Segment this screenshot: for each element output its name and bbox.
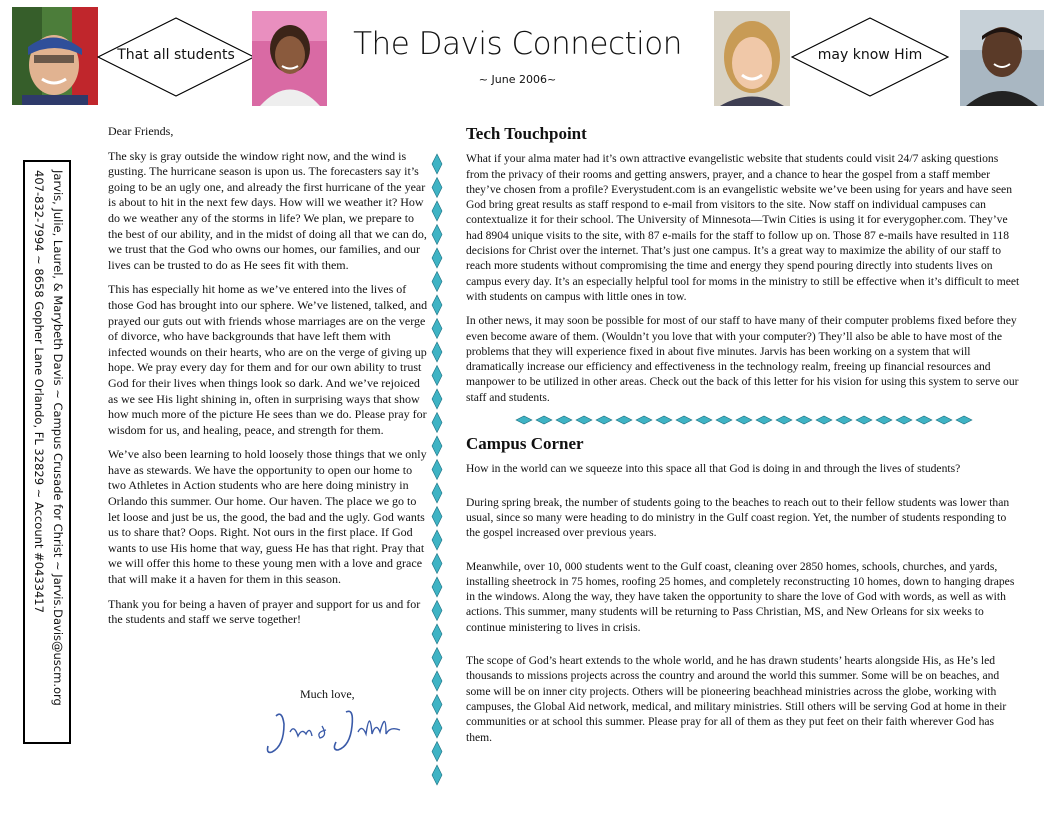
campus-paragraph: During spring break, the number of students going to the beaches to reach out to their fellow students was lower than usual, since so many were heading to do ministry in the Gulf coast region. Yet, the number of students responding to the gospel increased over previous years. [466,495,1010,540]
right-column [466,124,1022,754]
letter-paragraph: The sky is gray outside the window right now, and the wind is gusting. The hurricane season is upon us. The forecasters say it’s going to be an ugly one, and already the first hurricane of the year is about to hit in the next few days. How will we weather it? How do we weather any of the storms in life? We plan, we prepare to the best of our ability, and in the midst of doing all that we can do, we trust that the God who owns our homes, our families, and our lives can be trusted to do as He sees fit with them. [108,148,427,272]
newsletter-title: The Davis Connection [353,26,682,62]
letter-paragraph: This has especially hit home as we’ve entered into the lives of those God has brought into our sphere. We’ve listened, talked, and prayed our guts out with friends whose marriages are on the verge of divorce, who have backgrounds that have left them with infected wounds on their hearts, who are on the verge of giving up hope. We pray every day for them and for our own ability to trust God for their lives when things look so dark. And we’ve rejoiced as we see His light shining in, often in surprising ways that show how much more of the picture He sees than we do. Please pray for wisdom for us, and healing, peace, and strength for them. [108,282,428,437]
tech-paragraph: In other news, it may soon be possible for most of our staff to have many of their computer problems fixed before they even become aware of them. (Wouldn’t you love that with your computer?) They’ll also be able to have most of the problems that they will experience fixed in about five minutes. Jarvis has been working on a system that will dramatically increase our efficiency and effectiveness in the technology realm, freeing up financial resources and manpower to be utilized in other areas. Check out the back of this letter for his vision for using this system to serve our staff and students. [466,314,1019,404]
tech-paragraph: What if your alma mater had it’s own attractive evangelistic website that students could visit 24/7 asking questions from the privacy of their rooms and getting answers, prayer, and a chance to hear the gospel from a staff member they’ve chosen from a profile? Everystudent.com is an evangelistic website we’ve been using for years and have seen God bring great results as staff respond to e-mail from visitors to the site. Now staff on individual campuses can contextualize it for their school. The University of Minnesota—Twin Cities is using it for everygopher.com. They’ve had 8904 unique visits to the site, with 87 e-mails for the staff to follow up on. Those 87 e-mails have resulted in 118 decisions for Christ over the internet. That’s just one campus. It’s a great way to maximize the ability of our staff to reach more students without compromising the time and energy they spend pouring directly into students lives on campus every day. It’s an especially helpful tool for moms in the ministry to still be effective when it’s difficult to meet with students on campus with little ones in tow. [466,152,1020,303]
student-photo-3 [714,11,790,106]
campus-paragraph: The scope of God’s heart extends to the whole world, and he has drawn students’ hearts alongside His, as He’s led thousands to missions projects across the country and around the world this summer. Some will be on beaches, and some will be on inner city projects. Others will be pioneering beachhead ministries across the globe, working with campuses, the Global Aid network, medical, and military ministries. Still others will be serving God at home in their communities or at school this summer. Please pray for all of them as they put feet on their faith wherever God has them. [466,654,1007,744]
tech-heading: Tech Touchpoint [466,124,587,143]
newsletter-date: ~ June 2006~ [478,73,557,86]
student-photo-2 [252,11,327,106]
contact-line-names: Jarvis, Julie, Laurel, & Marybeth Davis ~ Campus Crusade for Christ ~ Jarvis.Davis@uscm.org [51,170,65,706]
tagline-left: That all students [117,47,235,63]
letter-column [108,124,428,637]
letter-paragraph: We’ve also been learning to hold loosely those things that we only have as stewards. We have the opportunity to open our home to two Athletes in Action students who are here doing ministry in Orlando this summer. Our home. Our haven. The place we go to let loose and just be us, the good, the bad and the ugly. God wants us to share that? Oops. Right. Not ours in the first place. If God wants to use His home that way, guess He has that right. Pray that we will offer this home to these young men with a love and grace that will make it a haven for them in this season. [108,447,427,587]
horizontal-diamond-divider [514,414,974,426]
handwritten-signature [262,702,412,767]
letter-salutation: Dear Friends, [108,124,174,138]
tagline-right: may know Him [817,47,923,63]
contact-line-address: 407-832-7994 ~ 8658 Gopher Lane Orlando, FL 32829 ~ Account #0433417 [32,170,46,613]
campus-paragraph: How in the world can we squeeze into this space all that God is doing in and through the lives of students? [466,462,961,476]
campus-paragraph: Meanwhile, over 10, 000 students went to the Gulf coast, cleaning over 2850 homes, schools, churches, and yards, installing sheetrock in 75 homes, roofing 25 homes, and completely reconstructing 10 homes, down to hanging drapes in the windows. Along the way, they have taken the opportunity to share the love of God with words, as well as with actions. This summer, many students will be returning to Pass Christian, MS, and New Orleans for six weeks to continue ministering to lives in crisis. [466,559,1015,634]
campus-heading: Campus Corner [466,434,584,454]
letter-paragraph: Thank you for being a haven of prayer and support for us and for the students and staff we serve together! [108,596,421,627]
student-photo-4 [960,10,1044,106]
tagline-diamond-left [97,17,255,97]
vertical-diamond-divider [430,150,444,790]
tagline-diamond-right [791,17,949,97]
letter-closing: Much love, [300,687,355,701]
student-photo-1 [12,7,98,105]
contact-sidebar [23,160,71,744]
